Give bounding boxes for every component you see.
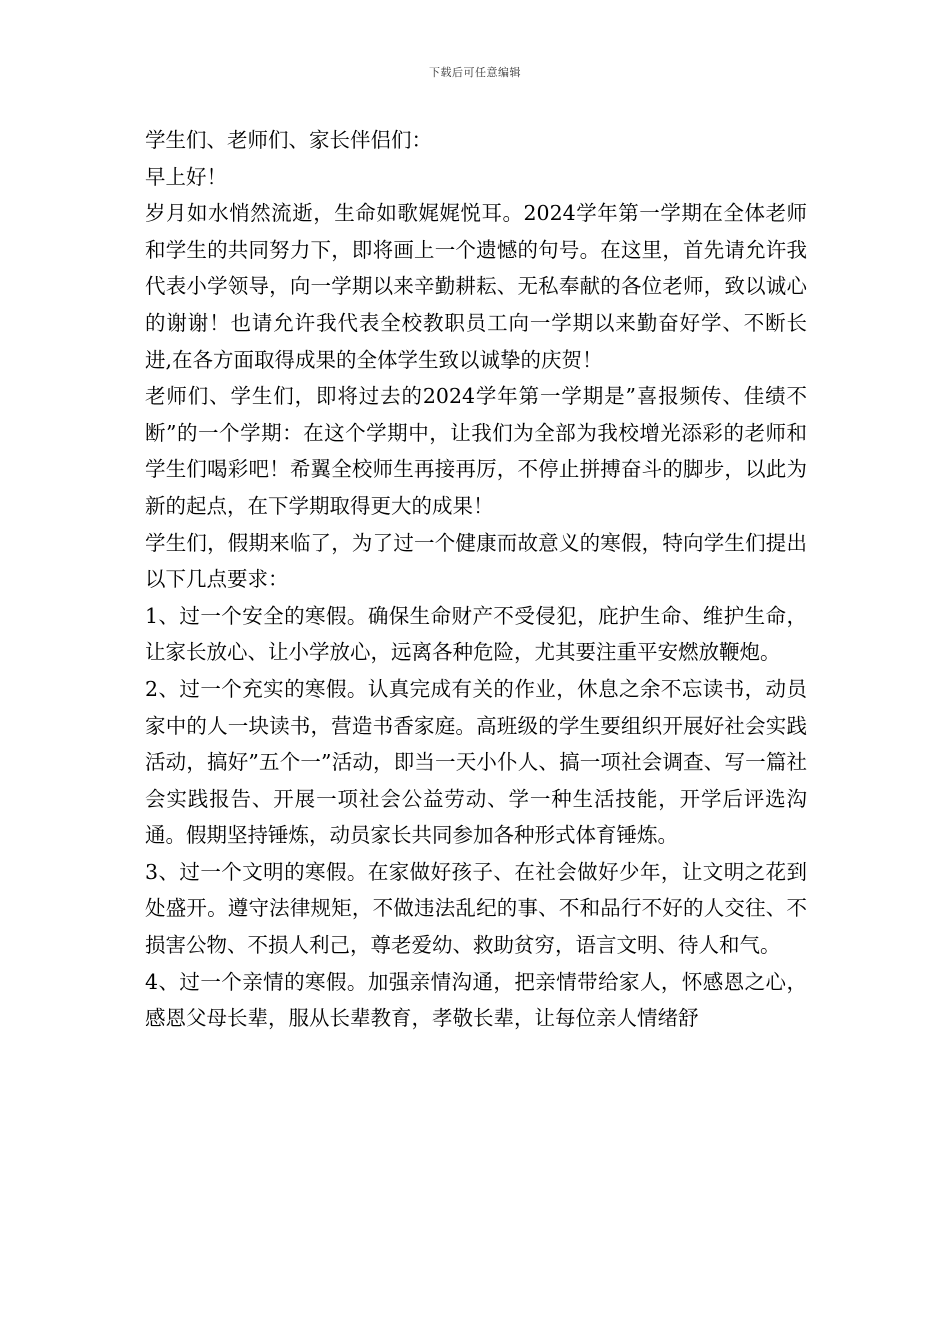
paragraph-requirements-intro: 学生们，假期来临了，为了过一个健康而故意义的寒假，特向学生们提出以下几点要求： <box>145 530 807 592</box>
requirement-item-2: 2、过一个充实的寒假。认真完成有关的作业，休息之余不忘读书，动员家中的人一块读书，营造书香家庭。高班级的学生要组织开展好社会实践活动，搞好”五个一”活动，即当一天小仆人、搞一项社会调查、写一篇社会实践报告、开展一项社会公益劳动、学一种生活技能，开学后评选沟通。假期坚持锤炼，动员家长共同参加各种形式体育锤炼。 <box>145 676 807 848</box>
requirement-item-3: 3、过一个文明的寒假。在家做好孩子、在社会做好少年，让文明之花到处盛开。遵守法律规矩，不做违法乱纪的事、不和品行不好的人交往、不损害公物、不损人利己，尊老爱幼、救助贫穷，语言文明、待人和气。 <box>145 859 807 958</box>
paragraph-intro: 岁月如水悄然流逝，生命如歌娓娓悦耳。2024学年第一学期在全体老师和学生的共同努力下，即将画上一个遗憾的句号。在这里，首先请允许我代表小学领导，向一学期以来辛勤耕耘、无私奉献的各位老师，致以诚心的谢谢！也请允许我代表全校教职员工向一学期以来勤奋好学、不断长进,在各方面取得成果的全体学生致以诚挚的庆贺！ <box>145 201 807 372</box>
page-header: 下载后可任意编辑 <box>429 66 521 79</box>
requirement-item-4: 4、过一个亲情的寒假。加强亲情沟通，把亲情带给家人，怀感恩之心，感恩父母长辈，服从长辈教育，孝敬长辈，让每位亲人情绪舒 <box>145 969 807 1031</box>
document-body <box>145 122 807 1037</box>
greeting: 早上好！ <box>145 164 227 189</box>
paragraph-review: 老师们、学生们，即将过去的2024学年第一学期是”喜报频传、佳绩不断”的一个学期：在这个学期中，让我们为全部为我校增光添彩的老师和学生们喝彩吧！希翼全校师生再接再厉，不停止拼搏奋斗的脚步，以此为新的起点，在下学期取得更大的成果！ <box>145 384 807 518</box>
requirement-item-1: 1、过一个安全的寒假。确保生命财产不受侵犯，庇护生命、维护生命，让家长放心、让小学放心，远离各种危险，尤其要注重平安燃放鞭炮。 <box>145 603 807 665</box>
salutation: 学生们、老师们、家长伴侣们： <box>145 128 432 152</box>
